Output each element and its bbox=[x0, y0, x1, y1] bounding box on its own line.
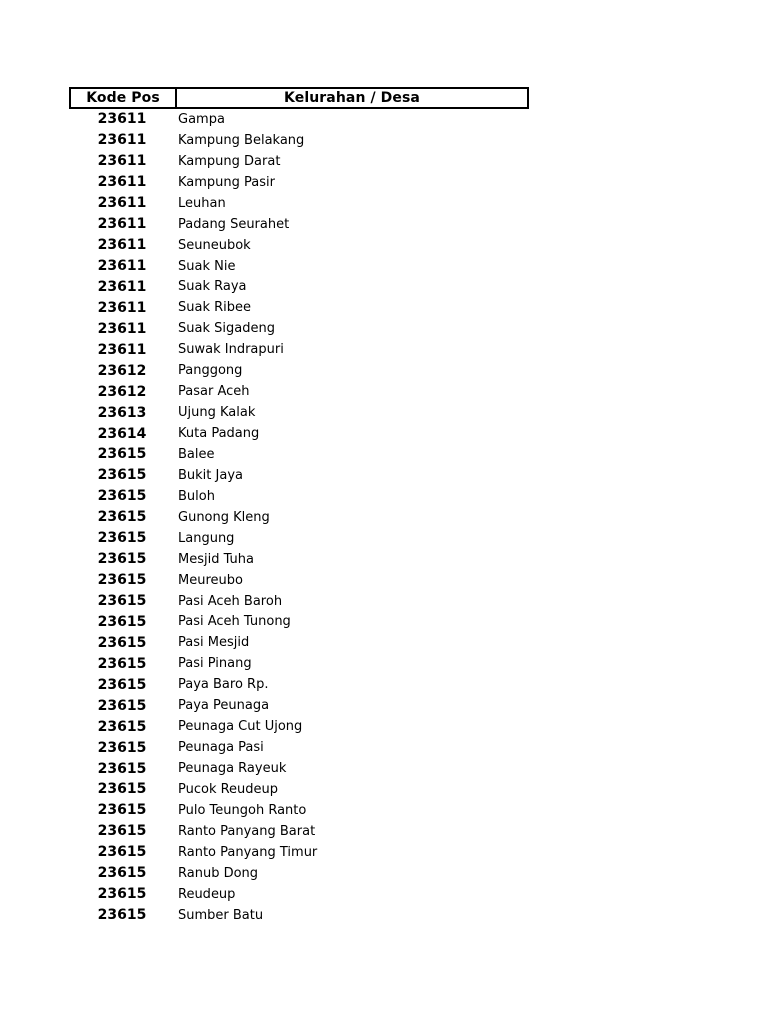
cell-kode-pos: 23611 bbox=[97, 111, 147, 128]
header-kode-pos: Kode Pos bbox=[71, 89, 177, 107]
cell-kelurahan-desa: Seuneubok bbox=[178, 237, 251, 253]
cell-kode-pos: 23615 bbox=[97, 613, 147, 630]
cell-kelurahan-desa: Peunaga Pasi bbox=[178, 740, 264, 756]
cell-kelurahan-desa: Panggong bbox=[178, 363, 243, 379]
cell-kelurahan-desa: Pasi Mesjid bbox=[178, 635, 250, 651]
cell-kelurahan-desa: Pasi Pinang bbox=[178, 656, 252, 672]
cell-kelurahan-desa: Langung bbox=[178, 530, 235, 546]
cell-kode-pos: 23611 bbox=[97, 278, 147, 295]
cell-kelurahan-desa: Gampa bbox=[178, 111, 225, 127]
table-row bbox=[69, 277, 529, 298]
cell-kelurahan-desa: Suak Ribee bbox=[178, 300, 252, 316]
cell-kode-pos: 23615 bbox=[97, 886, 147, 903]
cell-kelurahan-desa: Kampung Darat bbox=[178, 153, 281, 169]
cell-kelurahan-desa: Pasi Aceh Tunong bbox=[178, 614, 291, 630]
table-row bbox=[69, 674, 529, 695]
cell-kelurahan-desa: Suwak Indrapuri bbox=[178, 342, 284, 358]
cell-kelurahan-desa: Paya Baro Rp. bbox=[178, 677, 269, 693]
table-row bbox=[69, 549, 529, 570]
table-row bbox=[69, 716, 529, 737]
cell-kode-pos: 23614 bbox=[97, 425, 147, 442]
cell-kode-pos: 23615 bbox=[97, 530, 147, 547]
table-row bbox=[69, 360, 529, 381]
table-row bbox=[69, 423, 529, 444]
cell-kode-pos: 23611 bbox=[97, 153, 147, 170]
table-row bbox=[69, 863, 529, 884]
cell-kelurahan-desa: Leuhan bbox=[178, 195, 226, 211]
cell-kode-pos: 23615 bbox=[97, 488, 147, 505]
cell-kelurahan-desa: Kampung Pasir bbox=[178, 174, 275, 190]
table-row bbox=[69, 905, 529, 926]
table-row bbox=[69, 800, 529, 821]
cell-kelurahan-desa: Mesjid Tuha bbox=[178, 551, 255, 567]
cell-kelurahan-desa: Reudeup bbox=[178, 886, 236, 902]
table-body bbox=[69, 109, 529, 926]
cell-kelurahan-desa: Pulo Teungoh Ranto bbox=[178, 802, 307, 818]
cell-kode-pos: 23611 bbox=[97, 237, 147, 254]
cell-kode-pos: 23611 bbox=[97, 320, 147, 337]
table-row bbox=[69, 632, 529, 653]
cell-kode-pos: 23615 bbox=[97, 718, 147, 735]
table-row bbox=[69, 339, 529, 360]
cell-kode-pos: 23615 bbox=[97, 760, 147, 777]
table-row bbox=[69, 151, 529, 172]
cell-kode-pos: 23615 bbox=[97, 907, 147, 924]
cell-kelurahan-desa: Ranto Panyang Barat bbox=[178, 823, 316, 839]
cell-kelurahan-desa: Peunaga Rayeuk bbox=[178, 761, 287, 777]
cell-kelurahan-desa: Meureubo bbox=[178, 572, 243, 588]
cell-kelurahan-desa: Paya Peunaga bbox=[178, 698, 270, 714]
cell-kode-pos: 23615 bbox=[97, 446, 147, 463]
cell-kode-pos: 23611 bbox=[97, 195, 147, 212]
cell-kode-pos: 23615 bbox=[97, 467, 147, 484]
cell-kelurahan-desa: Pucok Reudeup bbox=[178, 781, 279, 797]
cell-kode-pos: 23611 bbox=[97, 341, 147, 358]
table-row bbox=[69, 318, 529, 339]
cell-kode-pos: 23615 bbox=[97, 739, 147, 756]
cell-kode-pos: 23615 bbox=[97, 655, 147, 672]
header-kelurahan-desa: Kelurahan / Desa bbox=[284, 90, 420, 106]
table-row bbox=[69, 612, 529, 633]
table-row bbox=[69, 737, 529, 758]
cell-kode-pos: 23611 bbox=[97, 216, 147, 233]
table-row bbox=[69, 381, 529, 402]
cell-kode-pos: 23615 bbox=[97, 802, 147, 819]
cell-kelurahan-desa: Suak Sigadeng bbox=[178, 321, 275, 337]
postal-code-table bbox=[69, 87, 529, 926]
cell-kelurahan-desa: Bukit Jaya bbox=[178, 467, 243, 483]
cell-kelurahan-desa: Kuta Padang bbox=[178, 426, 260, 442]
cell-kelurahan-desa: Pasar Aceh bbox=[178, 384, 250, 400]
cell-kode-pos: 23615 bbox=[97, 676, 147, 693]
cell-kelurahan-desa: Suak Raya bbox=[178, 279, 247, 295]
cell-kelurahan-desa: Ranto Panyang Timur bbox=[178, 844, 318, 860]
table-row bbox=[69, 884, 529, 905]
table-row bbox=[69, 235, 529, 256]
cell-kode-pos: 23615 bbox=[97, 697, 147, 714]
table-row bbox=[69, 256, 529, 277]
cell-kelurahan-desa: Ranub Dong bbox=[178, 865, 259, 881]
table-row bbox=[69, 695, 529, 716]
cell-kode-pos: 23611 bbox=[97, 299, 147, 316]
cell-kelurahan-desa: Kampung Belakang bbox=[178, 132, 305, 148]
cell-kelurahan-desa: Buloh bbox=[178, 488, 215, 504]
table-row bbox=[69, 214, 529, 235]
table-row bbox=[69, 507, 529, 528]
table-row bbox=[69, 402, 529, 423]
table-row bbox=[69, 779, 529, 800]
cell-kode-pos: 23611 bbox=[97, 132, 147, 149]
cell-kelurahan-desa: Pasi Aceh Baroh bbox=[178, 593, 283, 609]
cell-kelurahan-desa: Sumber Batu bbox=[178, 907, 264, 923]
table-row bbox=[69, 172, 529, 193]
cell-kode-pos: 23613 bbox=[97, 404, 147, 421]
table-row bbox=[69, 758, 529, 779]
cell-kelurahan-desa: Gunong Kleng bbox=[178, 509, 270, 525]
table-row bbox=[69, 653, 529, 674]
table-header bbox=[69, 87, 529, 109]
cell-kelurahan-desa: Ujung Kalak bbox=[178, 405, 256, 421]
table-row bbox=[69, 528, 529, 549]
cell-kode-pos: 23615 bbox=[97, 551, 147, 568]
cell-kode-pos: 23615 bbox=[97, 823, 147, 840]
cell-kelurahan-desa: Padang Seurahet bbox=[178, 216, 290, 232]
table-row bbox=[69, 193, 529, 214]
cell-kode-pos: 23615 bbox=[97, 781, 147, 798]
cell-kelurahan-desa: Peunaga Cut Ujong bbox=[178, 719, 303, 735]
cell-kode-pos: 23615 bbox=[97, 844, 147, 861]
table-row bbox=[69, 486, 529, 507]
cell-kode-pos: 23615 bbox=[97, 509, 147, 526]
cell-kelurahan-desa: Suak Nie bbox=[178, 258, 236, 274]
cell-kelurahan-desa: Balee bbox=[178, 446, 215, 462]
table-row bbox=[69, 465, 529, 486]
cell-kode-pos: 23612 bbox=[97, 362, 147, 379]
cell-kode-pos: 23615 bbox=[97, 634, 147, 651]
cell-kode-pos: 23612 bbox=[97, 383, 147, 400]
table-row bbox=[69, 821, 529, 842]
cell-kode-pos: 23615 bbox=[97, 593, 147, 610]
cell-kode-pos: 23615 bbox=[97, 865, 147, 882]
table-row bbox=[69, 591, 529, 612]
table-row bbox=[69, 842, 529, 863]
table-row bbox=[69, 570, 529, 591]
table-row bbox=[69, 130, 529, 151]
cell-kode-pos: 23615 bbox=[97, 572, 147, 589]
table-row bbox=[69, 109, 529, 130]
cell-kode-pos: 23611 bbox=[97, 174, 147, 191]
table-row bbox=[69, 444, 529, 465]
cell-kode-pos: 23611 bbox=[97, 258, 147, 275]
table-row bbox=[69, 297, 529, 318]
